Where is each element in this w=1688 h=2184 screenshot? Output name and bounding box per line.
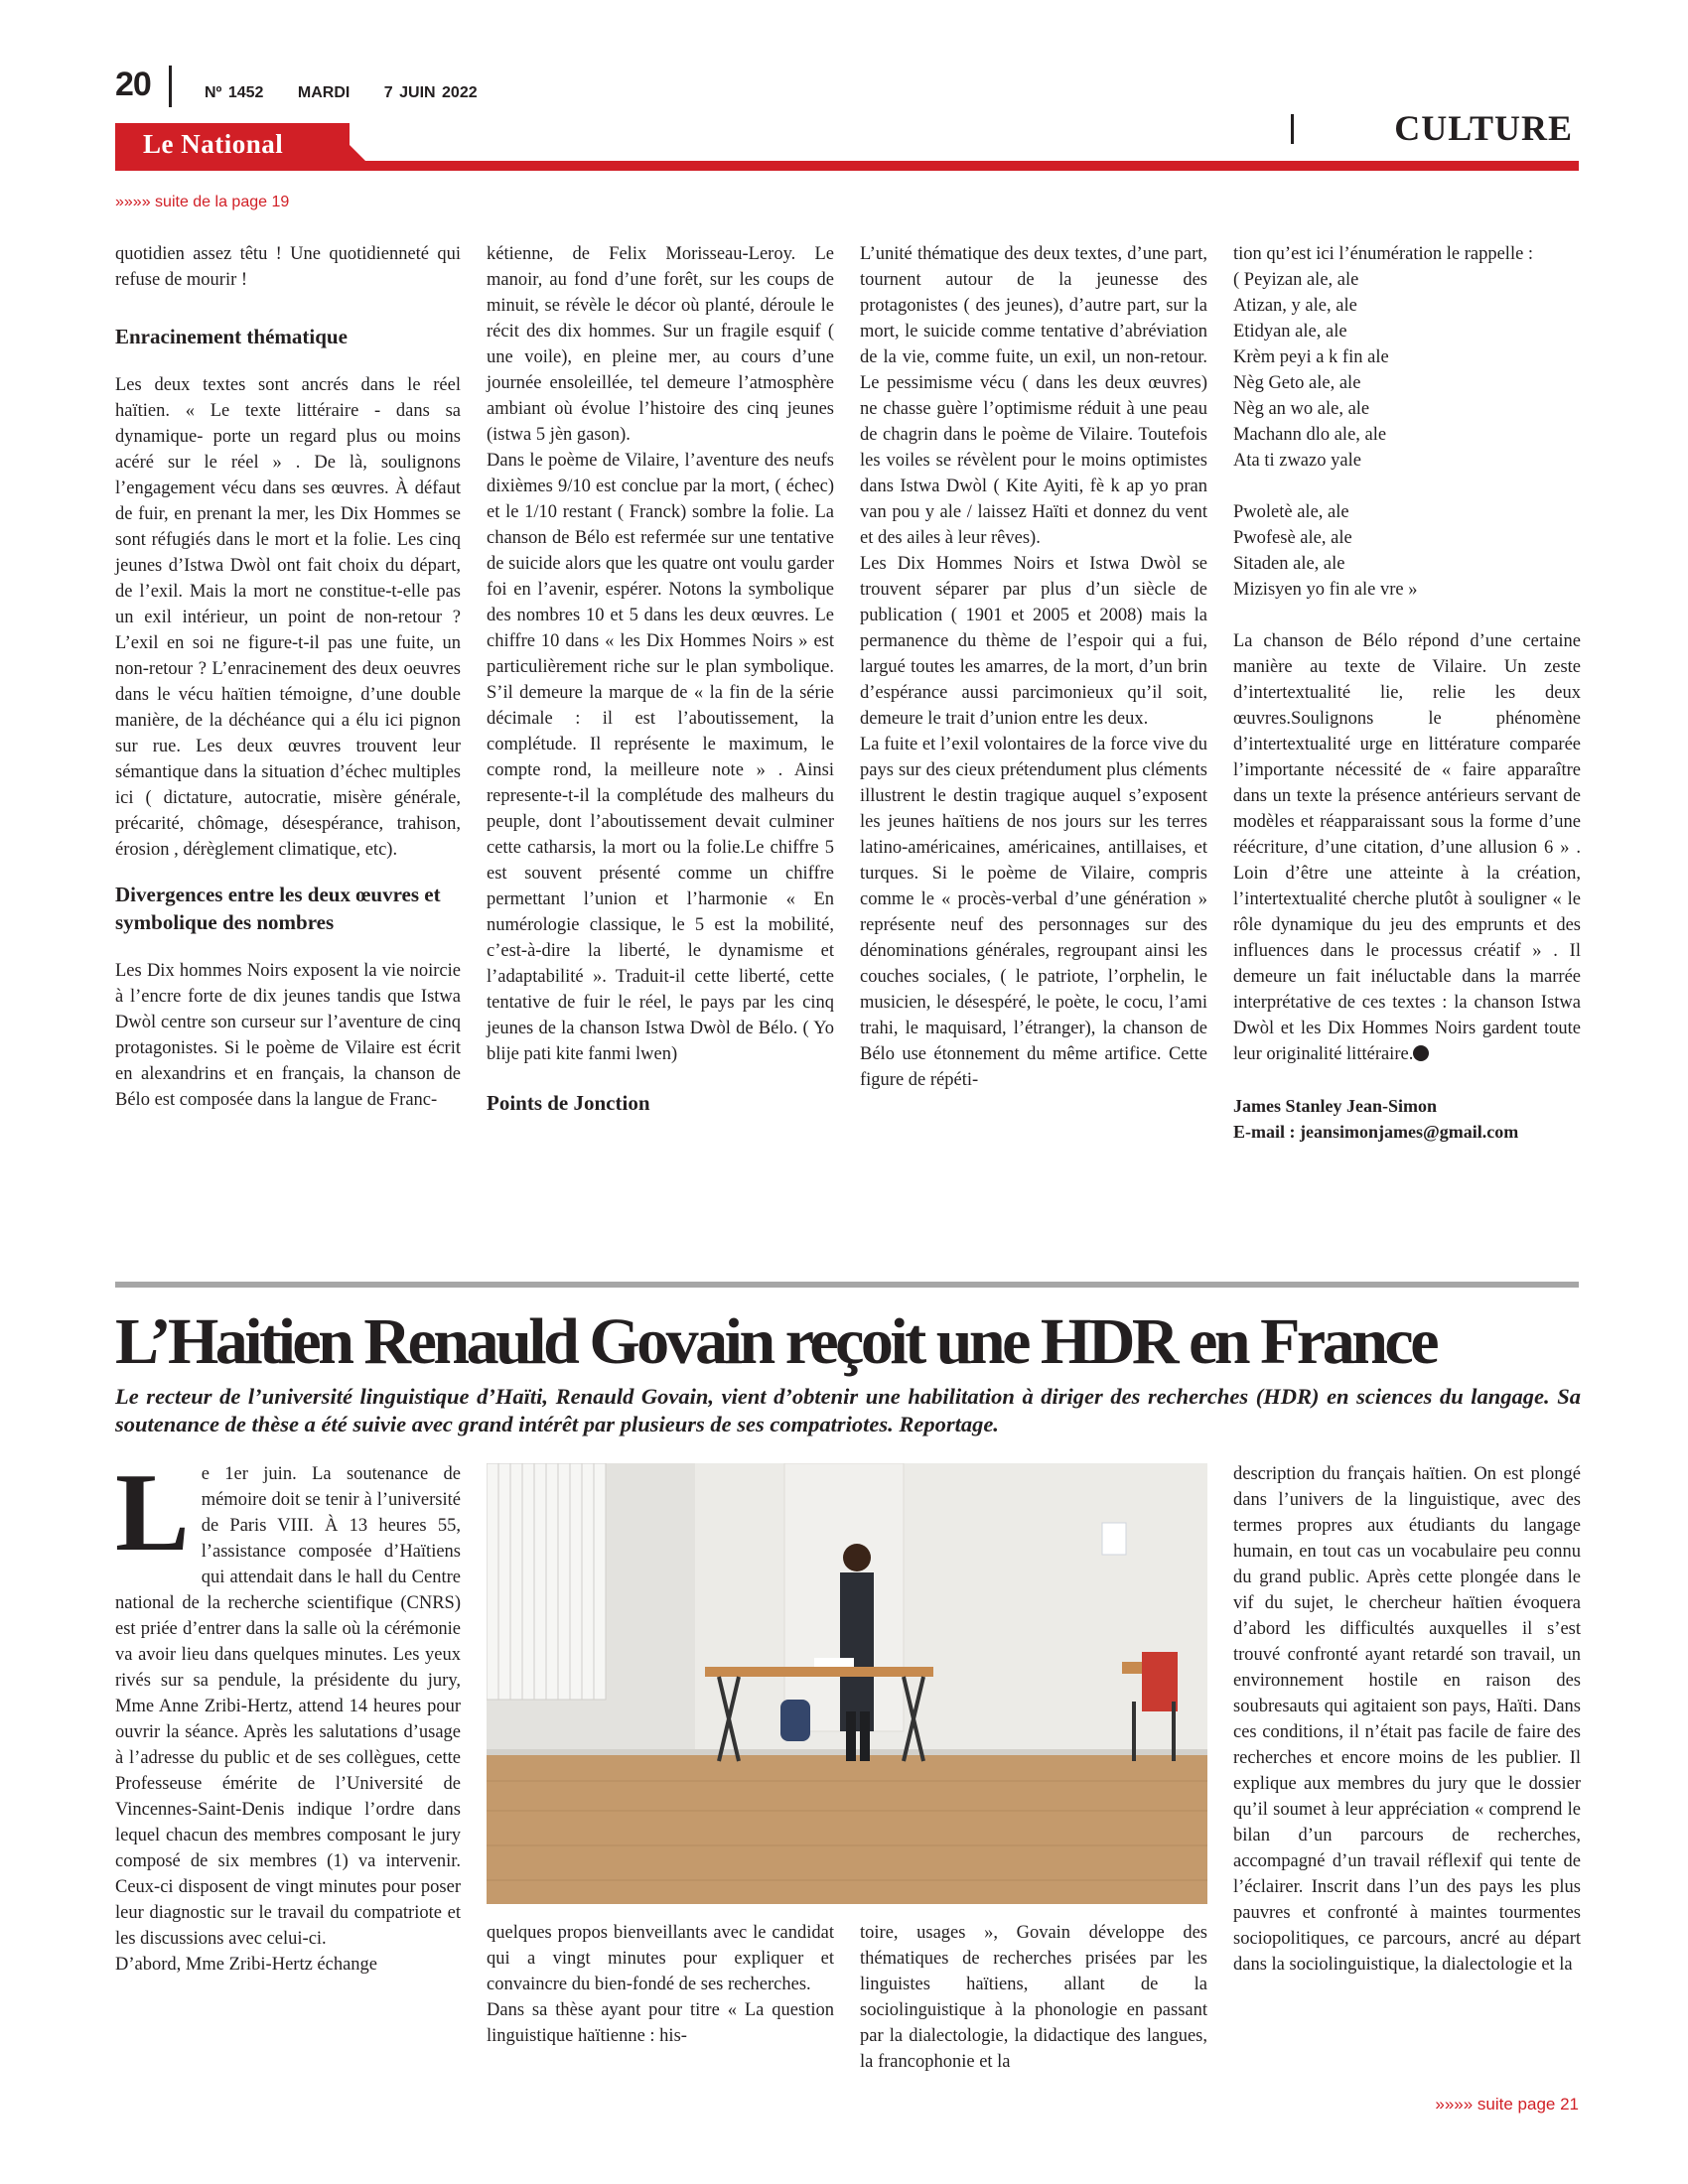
paragraph: [1233, 628, 1581, 1067]
end-mark-icon: [1413, 1045, 1429, 1061]
poem-line: Nèg Geto ale, ale: [1233, 373, 1361, 393]
article1-column-3: [860, 241, 1207, 1093]
article2-headline: L’Haitien Renauld Govain reçoit une HDR en France: [115, 1305, 1436, 1378]
subheading: Enracinement thématique: [115, 325, 348, 348]
poem-line: Pwoletè ale, ale: [1233, 502, 1349, 522]
paragraph: Les deux textes sont ancrés dans le réel haïtien. « Le texte littéraire - dans sa dynamique- porte un regard plus ou moins acéré sur le réel » . De là, soulignons l’engagement vécu dans ses œuvres. À défaut de fuir, en prenant la mer, les Dix Hommes se sont réfugiés dans le mort et la folie. Les cinq jeunes d’Istwa Dwòl ont fait choix du départ, de l’exil. Mais la mort ne constitue-t-elle pas un exil intérieur, un point de non-retour ? L’exil en soi ne figure-t-il pas une fuite, un non-retour ? L’enracinement des deux oeuvres dans le vécu haïtien témoigne, d’une double manière, de la déchéance qui a élu ici pignon sur rue. Les deux œuvres trouvent leur sémantique dans la situation d’échec multiples ici ( dictature, autocratie, misère générale, précarité, chômage, désespérance, trahison, érosion , dérèglement climatique, etc).: [115, 375, 461, 860]
paragraph-text: La chanson de Bélo répond d’une certaine manière au texte de Vilaire. Un zeste d’intertextualité lie, relie les deux œuvres.Soulignons le phénomène d’intertextualité urge en littérature comparée l’importante nécessité de « faire apparaître dans un texte la présence antérieurs servant de modèles et réapparaissant sous la forme d’une réécriture, d’une citation, d’une allusion 6 » . Loin d’être une atteinte à la création, l’intertextualité cherche plutôt à souligner « le rôle dynamique du jeu des emprunts et des influences dans le processus créatif » . Il demeure un fait inéluctable dans la marrée interprétative de ces textes : la chanson Istwa Dwòl et les Dix Hommes Noirs gardent toute leur originalité littéraire.: [1233, 631, 1581, 1064]
article1-column-2: [487, 241, 834, 1117]
newspaper-brand: Le National: [143, 129, 284, 159]
article1-column-1: [115, 241, 461, 1113]
paragraph: quelques propos bienveillants avec le candidat qui a vingt minutes pour expliquer et convaincre du bien-fondé de ses recherches.: [487, 1923, 834, 1994]
paragraph: e 1er juin. La soutenance de mémoire doit se tenir à l’université de Paris VIII. À 13 heures 55, l’assistance composée d’Haïtiens qui attendait dans le hall du Centre national de la recherche scientifique (CNRS) est priée d’entrer dans la salle où la cérémonie va avoir lieu dans quelques minutes. Les yeux rivés sur sa pendule, la présidente du jury, Mme Anne Zribi-Hertz, attend 14 heures pour ouvrir la séance. Après les salutations d’usage à l’adresse du public et de ses collègues, cette Professeuse émérite de l’Université de Vincennes-Saint-Denis indique l’ordre dans lequel chacun des membres composant le jury composé de six membres (1) va intervenir. Ceux-ci disposent de vingt minutes pour poser leur diagnostic sur le travail du compatriote et les discussions avec celui-ci.: [115, 1464, 461, 1949]
continued-to[interactable]: »»»» suite page 21: [1435, 2095, 1579, 2114]
article2-column-4: [1233, 1461, 1581, 1978]
section-divider: [1291, 114, 1294, 144]
poem-line: Atizan, y ale, ale: [1233, 296, 1357, 316]
article-photo: [487, 1463, 1207, 1904]
paragraph: Dans sa thèse ayant pour titre « La question linguistique haïtienne : his-: [487, 2000, 834, 2046]
article1-column-4: [1233, 241, 1581, 1145]
poem-line: Etidyan ale, ale: [1233, 322, 1347, 341]
drop-cap: L: [115, 1451, 190, 1574]
article-divider: [115, 1282, 1579, 1288]
paragraph: toire, usages », Govain développe des thématiques de recherches prisées par les linguistes haïtiens, allant de la sociolinguistique à la phonologie en passant par la dialectologie, la didactique des langues, la francophonie et la: [860, 1923, 1207, 2072]
poem-line: Nèg an wo ale, ale: [1233, 399, 1370, 419]
poem-line: Ata ti zwazo yale: [1233, 451, 1361, 471]
page-number: 20: [115, 66, 151, 103]
issue-line: [205, 84, 505, 102]
paragraph: tion qu’est ici l’énumération le rappelle :: [1233, 244, 1534, 264]
author-name: James Stanley Jean-Simon: [1233, 1096, 1438, 1116]
poem-stanza-1: [1233, 267, 1581, 474]
author-email[interactable]: E-mail : jeansimonjames@gmail.com: [1233, 1122, 1519, 1142]
article2-column-2: [487, 1920, 834, 2049]
paragraph: Les Dix hommes Noirs exposent la vie noircie à l’encre forte de dix jeunes tandis que Istwa Dwòl centre son curseur sur l’aventure de cinq protagonistes. Si le poème de Vilaire est écrit en alexandrins et en français, la chanson de Bélo est composée dans la langue de Franc-: [115, 961, 461, 1110]
paragraph: description du français haïtien. On est plongé dans l’univers de la linguistique, avec des termes propres aux étudiants du langage humain, en tout cas un vocabulaire peu connu du grand public. Après cette plongée dans le vif du sujet, le chercheur haïtien évoquera d’abord les difficultés auxquelles il s’est trouvé confronté ayant retardé son travail, un environnement hostile en raison des soubresauts qui agitaient son pays, Haïti. Dans ces conditions, il n’était pas facile de faire des recherches et encore moins de les publier. Il explique aux membres du jury que le dossier qu’il soumet à leur appréciation « comprend le bilan d’un parcours de recherches, accompagné d’un travail réflexif qui tente de l’éclairer. Inscrit dans l’un des pays les plus pauvres et confronté à maintes tourmentes sociopolitiques, ce parcours, ancré au départ dans la sociolinguistique, la dialectologie et la: [1233, 1464, 1581, 1975]
poem-stanza-2: [1233, 499, 1581, 603]
poem-line: Pwofesè ale, ale: [1233, 528, 1352, 548]
subheading: Divergences entre les deux œuvres et symbolique des nombres: [115, 883, 441, 934]
subheading: Points de Jonction: [487, 1091, 650, 1115]
section-title: CULTURE: [1394, 108, 1573, 148]
paragraph: kétienne, de Felix Morisseau-Leroy. Le manoir, au fond d’une forêt, sur les coups de minuit, se révèle le décor où planté, déroule le récit des dix hommes. Sur un fragile esquif ( une voile), en pleine mer, au cours d’une journée ensoleillée, tel demeure l’atmosphère ambiant où évolue l’histoire des cinq jeunes (istwa 5 jèn gason).: [487, 244, 834, 445]
poem-line: Sitaden ale, ale: [1233, 554, 1345, 574]
paragraph: D’abord, Mme Zribi-Hertz échange: [115, 1955, 378, 1975]
poem-line: Machann dlo ale, ale: [1233, 425, 1387, 445]
article2-column-1: [115, 1451, 461, 1978]
issue-weekday: MARDI: [297, 84, 351, 101]
article2-column-3: [860, 1920, 1207, 2075]
paragraph: quotidien assez têtu ! Une quotidienneté qui refuse de mourir !: [115, 244, 461, 290]
issue-number: Nº 1452: [205, 84, 264, 101]
paragraph: Dans le poème de Vilaire, l’aventure des neufs dixièmes 9/10 est conclue par la mort, ( échec) et le 1/10 restant ( Franck) sombre la folie. La chanson de Bélo est refermée sur une tentative de suicide alors que les quatre ont voulu garder foi en l’avenir, espérer. Notons la symbolique des nombres 10 et 5 dans les deux œuvres. Le chiffre 10 dans « les Dix Hommes Noirs » est particulièrement riche sur le plan symbolique. S’il demeure la marque de « la fin de la série décimale : il est l’aboutissement, la complétude. Il représente le maximum, le compte rond, la meilleure note » . Ainsi represente-t-il la complétude des malheurs du peuple, dont l’aboutissement devait culminer cette catharsis, la mort ou la folie.Le chiffre 5 est souvent présenté comme un chiffre permettant l’union et l’harmonie « En numérologie classique, le 5 est la mobilité, c’est-à-dire la liberté, le dynamisme et l’adaptabilité ». Traduit-il cette liberté, cette tentative de fuir le réel, le pays par les cinq jeunes de la chanson Istwa Dwòl de Bélo. ( Yo blije pati kite fanmi lwen): [487, 451, 834, 1064]
paragraph: L’unité thématique des deux textes, d’une part, tournent autour de la jeunesse des protagonistes ( des jeunes), d’autre part, sur la mort, le suicide comme tentative d’abréviation de la vie, comme fuite, un exil, un non-retour. Le pessimisme vécu ( dans les deux œuvres) ne chasse guère l’optimisme réduit à une peau de chagrin dans le poème de Vilaire. Toutefois les voiles se révèlent pour le moins optimistes dans Istwa Dwòl ( Kite Ayiti, fè k ap yo pran van pou y ale / laissez Haïti et donnez du vent et des ailes à leur rêves).: [860, 244, 1207, 548]
poem-line: ( Peyizan ale, ale: [1233, 270, 1359, 290]
poem-line: Krèm peyi a k fin ale: [1233, 347, 1389, 367]
article2-lede: Le recteur de l’université linguistique d’Haïti, Renauld Govain, vient d’obtenir une habilitation à diriger des recherches (HDR) en sciences du langage. Sa soutenance de thèse a été suivie avec grand intérêt par plusieurs de ses compatriotes. Reportage.: [115, 1384, 1581, 1436]
paragraph: Les Dix Hommes Noirs et Istwa Dwòl se trouvent séparer par plus d’un siècle de publication ( 1901 et 2005 et 2008) mais la permanence du thème de l’espoir qui a fui, largué toutes les amarres, de la mort, d’un brin d’espérance aussi parcimonieux qu’il soit, demeure le trait d’union entre les deux.: [860, 554, 1207, 729]
page-number-divider: [169, 66, 172, 107]
continued-from[interactable]: »»»» suite de la page 19: [115, 194, 290, 210]
poem-line: Mizisyen yo fin ale vre »: [1233, 580, 1418, 600]
issue-date: 7 JUIN 2022: [383, 84, 478, 101]
paragraph: La fuite et l’exil volontaires de la force vive du pays sur des cieux prétendument plus cléments illustrent le destin tragique auquel s’exposent les jeunes haïtiens de nos jours sur les terres latino-américaines, américaines, antillaises, et turques. Si le poème de Vilaire, compris comme le « procès-verbal d’une génération » représente neuf des personnages sur des dénominations générales, regroupant ainsi les couches sociales, ( le patriote, l’orphelin, le musicien, le désespéré, le poète, le cocu, l’ami trahi, le maquisard, l’étranger), la chanson de Bélo use étonnement du même artifice. Cette figure de répéti-: [860, 735, 1207, 1090]
